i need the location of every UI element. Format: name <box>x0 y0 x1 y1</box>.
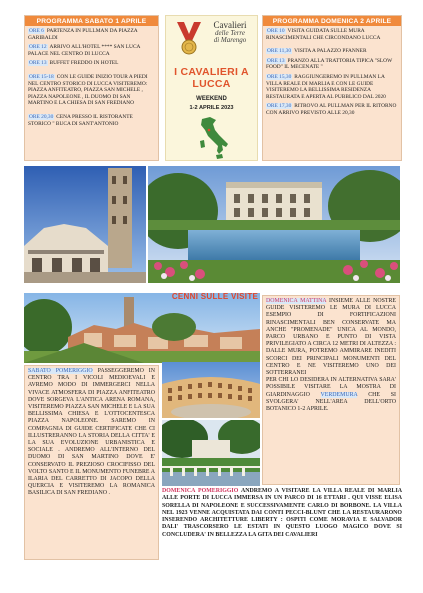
villa-garden-photo <box>162 420 260 486</box>
event-weekend-label: WEEKEND <box>196 96 227 102</box>
sunday-item <box>266 28 398 41</box>
item-time: ORE 20,30 <box>29 113 54 120</box>
item-text: CON LE GUIDE INIZIO TOUR A PIEDI NEL CENTRO STORICO DI LUCCA VISITEREMO: PIAZZA ANFITEATRO, PIAZZA SAN MICHELE , PIAZZA NAPOLEONE , IL DUOMO DI SAN MARTINO E LA CHIESA DI SAN FREDIANO <box>28 73 148 107</box>
sunday-item <box>266 58 398 71</box>
sunday-item <box>266 103 398 116</box>
item-time: ORE 11,30 <box>267 48 292 55</box>
villa-reale-photo <box>148 166 400 283</box>
saturday-program-panel <box>24 15 159 161</box>
sunday-item <box>266 74 398 100</box>
item-time: ORE 17,30 <box>267 103 292 110</box>
saturday-item <box>28 28 155 41</box>
item-text: CENA PRESSO IL RISTORANTE STORICO " BUCA DI SANT'ANTONIO <box>28 113 133 127</box>
sunday-morning-alternative-end: CHE SI SVOLGERA' NELL'AREA DELL'ORTO BOTANICO 1-2 APRILE. <box>266 391 396 413</box>
sunday-program-panel <box>262 15 402 161</box>
sunday-afternoon-label: DOMENICA POMERIGGIO <box>162 488 239 494</box>
event-title: I CAVALIERI A LUCCA <box>174 66 249 90</box>
sunday-afternoon-text: ANDREMO A VISITARE LA VILLA REALE DI MARLIA ALLE PORTE DI LUCCA IMMERSA IN UN PARCO DI 16 ETTARI . QUI VISSE ELISA SORELLA DI NAPOLEONE E SUCCESSIVAMENTE CARLO DI BORBONE. LA VILLA NEL 1923 VENNE ACQUISTATA DAI CONTI PECCI-BLUNT CHE LA RESTAURARONO INSERENDO ARCHITETTURE LIBERTY : OSPITI COME MORAVIA E SALVADOR DALI' TRASCORSERO LE ESTATI IN QUESTO LUOGO MAGICO DOVE SI CONCLUDERA' IN BELLEZZA LA GITA DEI CAVALIERI <box>162 488 403 538</box>
item-text: PRANZO ALLA TRATTORIA TIPICA "SLOW FOOD" IL MECENATE " <box>266 57 393 71</box>
item-text: VISITA A PALAZZO PFANNER <box>294 48 367 55</box>
saturday-program-title: PROGRAMMA SABATO 1 APRILE <box>25 16 158 26</box>
cavalieri-logo-icon <box>176 20 202 56</box>
saturday-afternoon-label: SABATO POMERIGGIO <box>28 368 93 374</box>
sunday-morning-label: DOMENICA MATTINA <box>266 298 327 304</box>
lucca-walls-photo <box>24 293 260 363</box>
event-header <box>165 15 258 161</box>
cenni-section-title: CENNI SULLE VISITE <box>171 292 259 301</box>
lucca-cathedral-photo <box>24 166 146 283</box>
item-time: ORE 13 <box>267 57 285 64</box>
saturday-afternoon-text: PASSEGGEREMO IN CENTRO TRA I VICOLI MEDIOEVALI E AVREMO MODO DI IMMERGERCI NELLA VIVACE ATMOSFERA DI PIAZZA ANFITEATRO DOVE SORGEVA L'ANTICA ARENA ROMANA, VISITEREMO PIAZZA SAN MICHELE E LA SUA BELLISSIMA CHIESA E L'OTTOCENTESCA PIAZZA NAPOLEONE. SAREMO IN COMPAGNIA DI GUIDE CERTIFICATE CHE CI ILLUSTRERANNO LA STORIA DELLA CITTA' E LA SUA EVOLUZIONE URBANISTICA E SOCIALE . ANDREMO ALL'INTERNO DEL DUOMO DI SAN MARTINO DOVE E' CONSERVATO IL PREZIOSO CROCIFISSO DEL VOLTO SANTO E IL MONUMENTO FUNEBRE A ILARIA DEL CARRETTO DI JACOPO DELLA QUERCIA E VISITEREMO LA ROMANICA BASILICA DI SAN FREDIANO . <box>28 368 155 497</box>
verdemura-highlight: VERDEMURA <box>320 391 358 398</box>
item-text: BUFFET FREDDO IN HOTEL <box>49 60 119 67</box>
org-name-line2: delle Terre <box>214 28 245 37</box>
piazza-anfiteatro-photo <box>162 362 260 418</box>
saturday-item <box>28 44 155 57</box>
item-time: ORE 13 <box>29 60 47 67</box>
item-time: ORE 15-18 <box>29 73 54 80</box>
item-time: ORE 10 <box>267 28 285 34</box>
sunday-item <box>266 48 398 55</box>
sunday-morning-alternative: PER CHI LO DESIDERA IN ALTERNATIVA SARA' POSSIBILE VISITARE LA MOSTRA DI GIARDINAGGIO <box>266 377 396 398</box>
event-dates: 1-2 APRILE 2023 <box>189 105 234 111</box>
org-name-line1: Cavalieri <box>213 20 247 30</box>
organization-name <box>202 22 258 45</box>
item-time: ORE 15,30 <box>267 73 292 80</box>
item-text: PARTENZA IN PULLMAN DA PIAZZA GARIBALDI <box>28 28 138 41</box>
item-time: ORE 12 <box>29 44 47 51</box>
italy-map-icon <box>196 116 230 160</box>
item-text: RAGGIUNGEREMO IN PULLMAN LA VILLA REALE DI MARLIA E CON LE GUIDE VISITEREMO LA BELLISSIMA RESIDENZA RESTAURATA E APERTA AL PUBBLICO DAL 2020 <box>266 73 386 100</box>
saturday-item <box>28 114 155 127</box>
sunday-morning-description <box>262 295 400 485</box>
saturday-afternoon-description <box>24 365 159 560</box>
sunday-program-title: PROGRAMMA DOMENICA 2 APRILE <box>263 16 401 26</box>
saturday-item <box>28 74 155 107</box>
sunday-morning-text: INSIEME ALLE NOSTRE GUIDE VISITEREMO LE MURA DI LUCCA ESEMPIO DI FORTIFICAZIONI RINASCIMENTALI BEN CONSERVATE MA ANCHE "PROMENADE" UNICA AL MONDO, PARCO URBANO E PUNTO DI VISTA PRIVILEGIATO A CIRCA 12 METRI DI ALTEZZA : DALLE MURA, POTREMO AMMIRARE INEDITI SCORCI DEI PRINCIPALI MONUMENTI DEL CENTRO E NE VISITEREMO UNO DEI SOTTERRANEI <box>266 298 396 377</box>
saturday-item <box>28 60 155 67</box>
org-name-line3: di Marengo <box>213 36 247 44</box>
item-text: ARRIVO ALL'HOTEL **** SAN LUCA PALACE NEL CENTRO DI LUCCA <box>28 44 141 57</box>
item-text: RITROVO AL PULLMAN PER IL RITORNO CON ARRIVO PREVISTO ALLE 20,30 <box>266 103 397 116</box>
item-text: VISITA GUIDATA SULLE MURA RINASCIMENTALI CHE CIRCONDANO LUCCA <box>266 28 381 41</box>
item-time: ORE 6 <box>29 28 44 34</box>
sunday-afternoon-description <box>162 488 402 574</box>
